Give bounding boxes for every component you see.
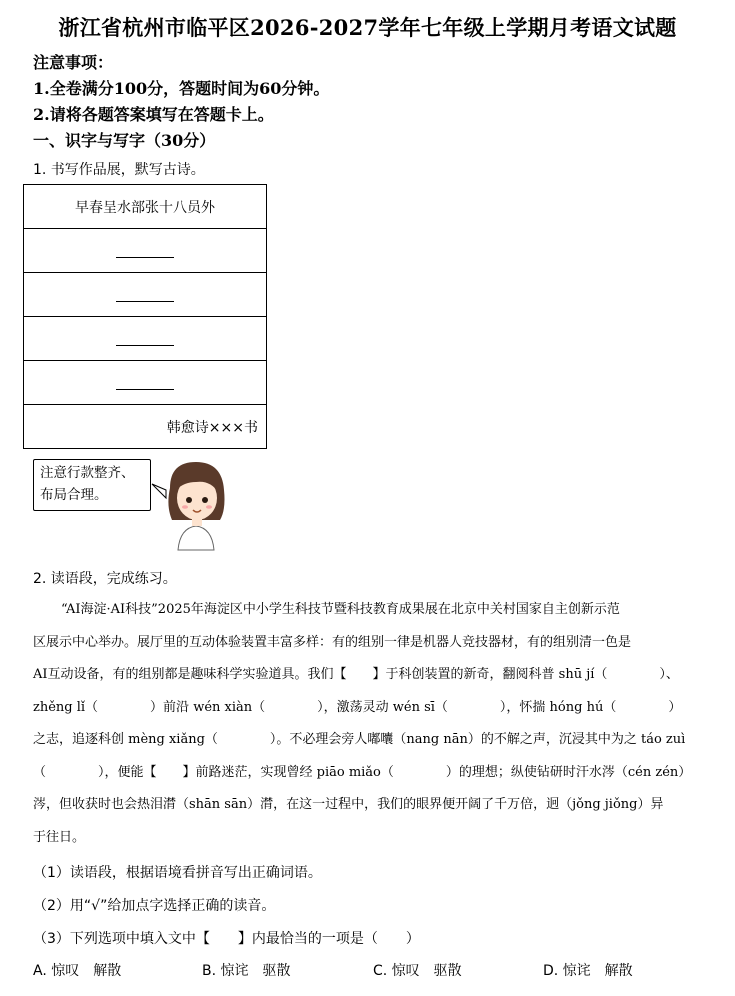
paragraph-line: 于往日。 <box>33 829 86 845</box>
poem-line-2 <box>24 273 267 317</box>
notice-item-2: 2.请将各题答案填写在答题卡上。 <box>33 105 274 124</box>
paragraph-line: zhěng lǐ（ ）前沿 wén xiàn（ ），激荡灵动 wén sī（ ），怀揣 hóng hú（ ） <box>33 699 682 715</box>
section-heading: 一、识字与写字（30分） <box>33 131 216 150</box>
poem-line-4 <box>24 361 267 405</box>
option-d[interactable]: D. 惊诧 解散 <box>543 963 633 979</box>
poem-line-1 <box>24 229 267 273</box>
paragraph-line: “AI海淀·AI科技”2025年海淀区中小学生科技节暨科技教育成果展在北京中关村国家自主创新示范 <box>61 602 620 617</box>
paragraph-line: （ ），便能【 】前路迷茫，实现曾经 piāo miǎo（ ）的理想；纵使钻研时汗水涔（cén zén） <box>33 764 692 780</box>
paragraph-line: AI互动设备，有的组别都是趣味科学实验道具。我们【 】于科创装置的新奇，翻阅科普 shū jí（ ）、 <box>33 667 679 682</box>
poem-title-cell: 早春呈水部张十八员外 <box>24 185 267 229</box>
question-2-prompt: 2. 读语段，完成练习。 <box>33 571 177 587</box>
poem-signature-cell: 韩愈诗×××书 <box>24 405 267 449</box>
paragraph-line: 之志，追逐科创 mèng xiǎng（ ）。不必理会旁人嘟囔（nang nān）的不解之声，沉浸其中为之 táo zuì <box>33 732 686 747</box>
poem-table <box>23 184 267 449</box>
answer-blank[interactable] <box>116 375 174 390</box>
notice-heading: 注意事项： <box>33 53 114 72</box>
paragraph-line: 涔，但收获时也会热泪潸（shān sān）潸，在这一过程中，我们的眼界便开阔了千万倍，迥（jǒng jiǒng）异 <box>33 797 664 812</box>
paragraph-line: 区展示中心举办。展厅里的互动体验装置丰富多样：有的组别一律是机器人竞技器材，有的组别清一色是 <box>33 634 632 650</box>
option-b[interactable]: B. 惊诧 驱散 <box>202 963 291 979</box>
reading-paragraph <box>33 594 717 854</box>
poem-line-3 <box>24 317 267 361</box>
sub-question-3: （3）下列选项中填入文中【 】内最恰当的一项是（ ） <box>33 931 420 947</box>
option-a[interactable]: A. 惊叹 解散 <box>33 963 122 979</box>
cartoon-girl-illustration <box>140 458 240 554</box>
answer-blank[interactable] <box>116 243 174 258</box>
page-title: 浙江省杭州市临平区2026-2027学年七年级上学期月考语文试题 <box>58 15 677 40</box>
tip-speech-bubble: 注意行款整齐、布局合理。 <box>33 459 151 511</box>
answer-blank[interactable] <box>116 287 174 302</box>
notice-item-1: 1.全卷满分100分，答题时间为60分钟。 <box>33 79 330 98</box>
option-c[interactable]: C. 惊叹 驱散 <box>373 963 462 979</box>
answer-blank[interactable] <box>116 331 174 346</box>
sub-question-2: （2）用“√”给加点字选择正确的读音。 <box>33 898 276 914</box>
question-1-prompt: 1. 书写作品展，默写古诗。 <box>33 162 205 178</box>
sub-question-1: （1）读语段，根据语境看拼音写出正确词语。 <box>33 865 322 881</box>
